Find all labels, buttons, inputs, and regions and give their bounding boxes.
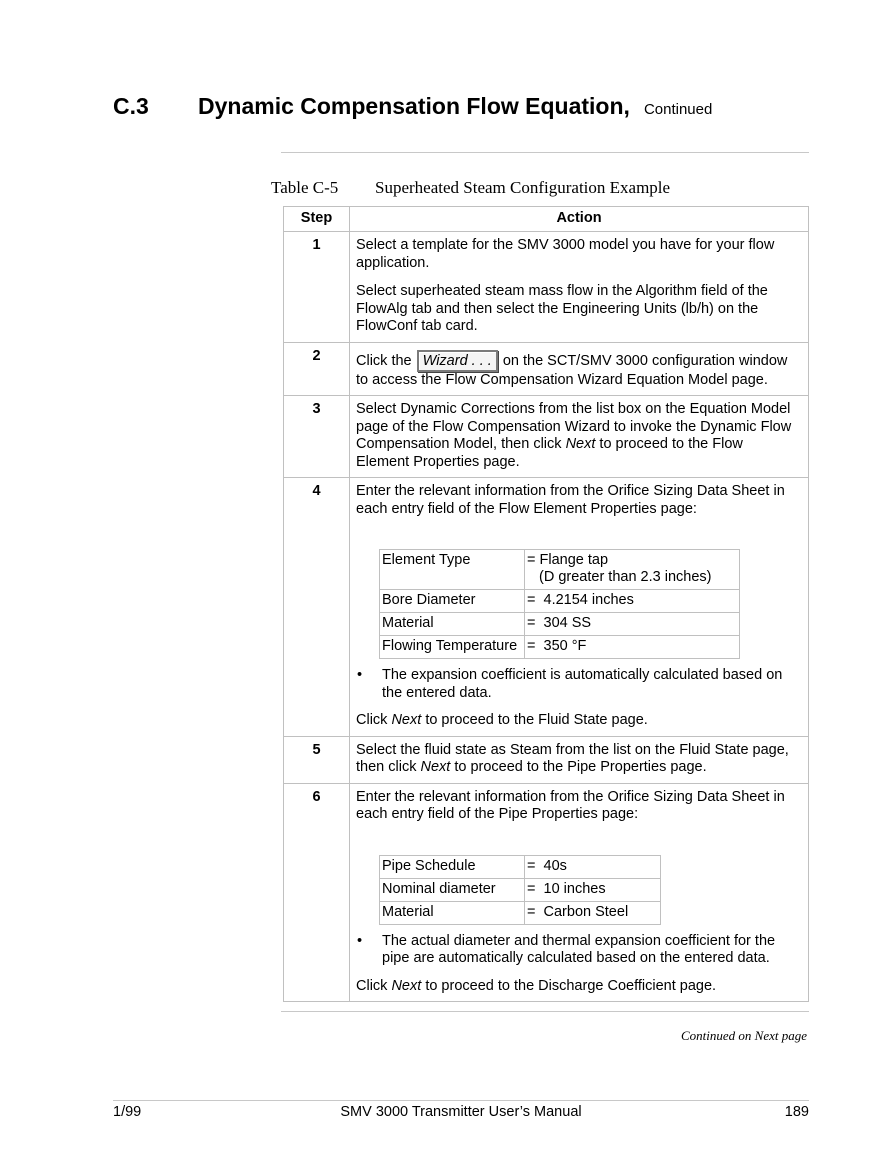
property-value: = Carbon Steel	[525, 901, 661, 924]
action-text	[356, 712, 800, 730]
property-value: = 304 SS	[525, 613, 740, 636]
action-text-end: to proceed to the Discharge Coefficient page.	[425, 977, 717, 994]
bullet-text: The actual diameter and thermal expansion coefficient for the pipe are automatically calculated based on the entered data.	[382, 932, 776, 966]
property-label: Material	[380, 901, 525, 924]
section-heading	[113, 93, 712, 120]
action-text-start: Select Dynamic Corrections from the list box on the Equation Model page of the Flow Compensation Wizard to invoke the Dynamic Flow Compensation Model, then click	[356, 401, 792, 452]
action-text	[356, 401, 800, 471]
footer-title: SMV 3000 Transmitter User’s Manual	[340, 1104, 582, 1120]
section-number: C.3	[113, 93, 149, 119]
action-column-header: Action	[350, 207, 809, 232]
footer-date: 1/99	[113, 1104, 142, 1120]
property-value: = 40s	[525, 855, 661, 878]
step-number: 6	[284, 783, 350, 1002]
property-row	[380, 878, 661, 901]
table-title: Superheated Steam Configuration Example	[375, 178, 671, 197]
bullet-item	[356, 667, 800, 702]
property-row	[380, 613, 740, 636]
next-term: Next	[391, 977, 422, 994]
section-title: Dynamic Compensation Flow Equation,	[198, 93, 630, 119]
step-action	[350, 342, 809, 396]
footer-divider	[113, 1100, 809, 1101]
bullet-icon: •	[357, 667, 363, 683]
step-action	[350, 232, 809, 343]
property-row	[380, 636, 740, 659]
wizard-button[interactable]: Wizard . . .	[417, 350, 498, 372]
action-text: Select superheated steam mass flow in the Algorithm field of the FlowAlg tab and then select the Engineering Units (lb/h) on the FlowConf tab card.	[356, 283, 768, 334]
step-number: 4	[284, 478, 350, 737]
step-column-header: Step	[284, 207, 350, 232]
property-value-note: (D greater than 2.3 inches)	[539, 569, 712, 585]
next-term: Next	[565, 436, 596, 452]
table-number: Table C-5	[271, 178, 339, 197]
property-label: Nominal diameter	[380, 878, 525, 901]
property-label: Pipe Schedule	[380, 855, 525, 878]
property-row	[380, 550, 740, 590]
action-text-start: Click	[356, 712, 388, 728]
action-text-end: to proceed to the Flow Element Properties page.	[356, 436, 743, 470]
top-divider	[281, 152, 809, 153]
action-text-end: to proceed to the Fluid State page.	[425, 712, 648, 728]
property-value-line: = Flange tap	[527, 552, 609, 568]
step-number: 3	[284, 396, 350, 478]
table-row	[284, 736, 809, 783]
step-action	[350, 736, 809, 783]
table-row	[284, 396, 809, 478]
step-number: 1	[284, 232, 350, 343]
next-term: Next	[391, 712, 422, 728]
property-label: Flowing Temperature	[380, 636, 525, 659]
action-text-start: Click the	[356, 352, 412, 369]
action-text-start: Click	[356, 977, 388, 994]
next-term: Next	[420, 759, 451, 775]
property-value: = 350 °F	[525, 636, 740, 659]
property-row	[380, 590, 740, 613]
property-label: Element Type	[380, 550, 525, 590]
table-row	[284, 342, 809, 396]
action-text	[356, 742, 800, 777]
action-text: Enter the relevant information from the Orifice Sizing Data Sheet in each entry field of the Flow Element Properties page:	[356, 483, 785, 517]
property-value	[525, 550, 740, 590]
table-row	[284, 783, 809, 1002]
table-row	[284, 232, 809, 343]
step-number: 2	[284, 342, 350, 396]
property-label: Material	[380, 613, 525, 636]
property-row	[380, 901, 661, 924]
continued-note: Continued on Next page	[680, 1028, 807, 1043]
page-number: 189	[784, 1104, 809, 1120]
pipe-properties-table	[379, 855, 661, 925]
property-label: Bore Diameter	[380, 590, 525, 613]
action-text-end: on the SCT/SMV 3000 configuration window to access the Flow Compensation Wizard Equation Model page.	[356, 352, 788, 388]
steps-table	[283, 206, 809, 1002]
section-continued-label: Continued	[643, 101, 713, 118]
bottom-divider	[281, 1011, 809, 1012]
bullet-text: The expansion coefficient is automatically calculated based on the entered data.	[382, 667, 783, 701]
table-row	[284, 478, 809, 737]
bullet-item	[356, 933, 800, 968]
action-text	[356, 350, 800, 390]
property-value: = 4.2154 inches	[525, 590, 740, 613]
action-text	[356, 978, 800, 996]
step-action	[350, 478, 809, 737]
action-text: Select a template for the SMV 3000 model you have for your flow application.	[356, 237, 775, 271]
action-text-start: Select the fluid state as Steam from the list on the Fluid State page, then click	[356, 741, 789, 775]
property-row	[380, 855, 661, 878]
table-caption	[271, 178, 670, 198]
page-footer	[113, 1104, 809, 1120]
property-value: = 10 inches	[525, 878, 661, 901]
bullet-icon: •	[357, 932, 363, 949]
table-header-row	[284, 207, 809, 232]
action-text-end: to proceed to the Pipe Properties page.	[454, 759, 707, 775]
action-text: Enter the relevant information from the Orifice Sizing Data Sheet in each entry field of the Pipe Properties page:	[356, 788, 785, 822]
flow-element-properties-table	[379, 549, 740, 659]
step-action	[350, 396, 809, 478]
step-action	[350, 783, 809, 1002]
step-number: 5	[284, 736, 350, 783]
